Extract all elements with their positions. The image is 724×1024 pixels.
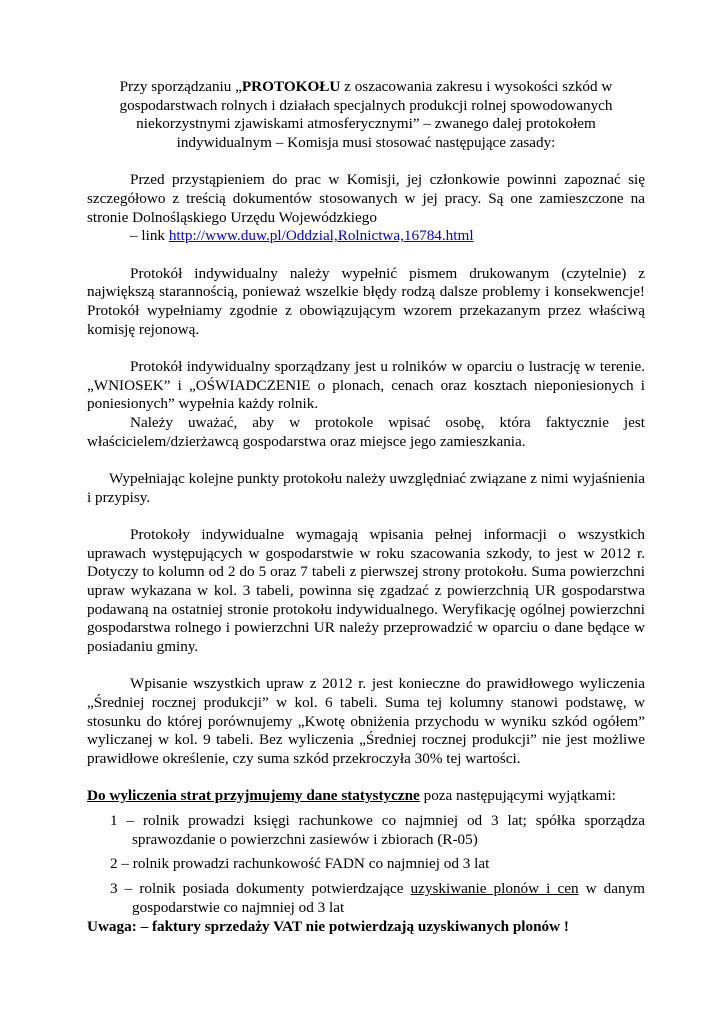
item-3-suffix: w danym gospodarstwie co najmniej od 3 lat	[132, 880, 645, 916]
item-3-prefix: 3 – rolnik posiada dokumenty potwierdzające	[110, 880, 411, 898]
vat-warning: Uwaga: – faktury sprzedaży VAT nie potwierdzają uzyskiwanych plonów !	[87, 917, 569, 935]
list-item	[87, 880, 645, 917]
filling-paragraph: Protokół indywidualny należy wypełnić pismem drukowanym (czytelnie) z największą starannością, ponieważ wszelkie błędy rodzą dalsze problemy i konsekwencje! Protokół wypełniamy zgodnie z obowiązującym wzorem przekazanym przez właściwą komisję rejonową.	[87, 264, 645, 338]
stats-rest: poza następującymi wyjątkami:	[419, 787, 616, 805]
list-item: 2 – rolnik prowadzi rachunkowość FADN co najmniej od 3 lat	[110, 855, 490, 873]
intro-paragraph	[87, 78, 645, 153]
duw-link[interactable]: http://www.duw.pl/Oddzial,Rolnictwa,16784.html	[168, 227, 474, 245]
owner-paragraph: Należy uważać, aby w protokole wpisać osobę, która faktycznie jest właścicielem/dzierżawcą gospodarstwa oraz miejsce jego zamieszkania.	[87, 414, 645, 450]
link-line	[87, 227, 645, 246]
item-3-underlined: uzyskiwanie plonów i cen	[410, 880, 579, 898]
protocol-title: PROTOKOŁU	[241, 78, 341, 95]
stats-line	[87, 787, 645, 806]
explanations-paragraph: Wypełniając kolejne punkty protokołu należy uwzględniać związane z nimi wyjaśnienia i przypisy.	[87, 469, 645, 506]
production-paragraph: Wpisanie wszystkich upraw z 2012 r. jest konieczne do prawidłowego wyliczenia „Średniej rocznej produkcji” w kol. 6 tabeli. Suma tej kolumny stanowi podstawę, w stosunku do której porównujemy „Kwotę obniżenia przychodu w wyniku szkód ogółem” wyliczanej w kol. 9 tabeli. Bez wyliczenia „Średniej rocznej produkcji” nie jest możliwe prawidłowe określenie, czy suma szkód przekroczyła 30% tej wartości.	[87, 675, 645, 768]
document-page	[87, 78, 645, 936]
crops-paragraph: Protokoły indywidualne wymagają wpisania pełnej informacji o wszystkich uprawach występujących w gospodarstwie w roku szacowania szkody, to jest w 2012 r. Dotyczy to kolumn od 2 do 5 oraz 7 tabeli z pierwszej strony protokołu. Suma powierzchni upraw wykazana w kol. 3 tabeli, powinna się zgadzać z powierzchnią UR gospodarstwa podawaną na ostatniej stronie protokołu indywidualnego. Weryfikację ogólnej powierzchni gospodarstwa rolnego i powierzchni UR należy przeprowadzić w oparciu o dane będące w posiadaniu gminy.	[87, 525, 645, 656]
intro-prefix: Przy sporządzaniu „	[119, 78, 242, 95]
inspection-paragraph: Protokół indywidualny sporządzany jest u rolników w oparciu o lustrację w terenie. „WNIOSEK” i „OŚWIADCZENIE o plonach, cenach oraz kosztach nieponiesionych i poniesionych” wypełnia każdy rolnik.	[87, 357, 645, 413]
stats-heading: Do wyliczenia strat przyjmujemy dane statystyczne	[87, 787, 420, 805]
link-prefix: – link	[130, 227, 169, 245]
intro-rest: z oszacowania zakresu i wysokości szkód w gospodarstwach rolnych i działach specjalnych produkcji rolnej spowodowanych niekorzystnymi zjawiskami atmosferycznymi” – zwanego dalej protokołem indywidualnym – Komisja musi stosować następujące zasady:	[119, 78, 613, 152]
list-item: 1 – rolnik prowadzi księgi rachunkowe co najmniej od 3 lat; spółka sporządza sprawozdanie o powierzchni zasiewów i zbiorach (R-05)	[110, 812, 645, 848]
preparation-paragraph: Przed przystąpieniem do prac w Komisji, jej członkowie powinni zapoznać się szczegółowo z treścią dokumentów stosowanych w jej pracy. Są one zamieszczone na stronie Dolnośląskiego Urzędu Wojewódzkiego	[87, 171, 645, 226]
